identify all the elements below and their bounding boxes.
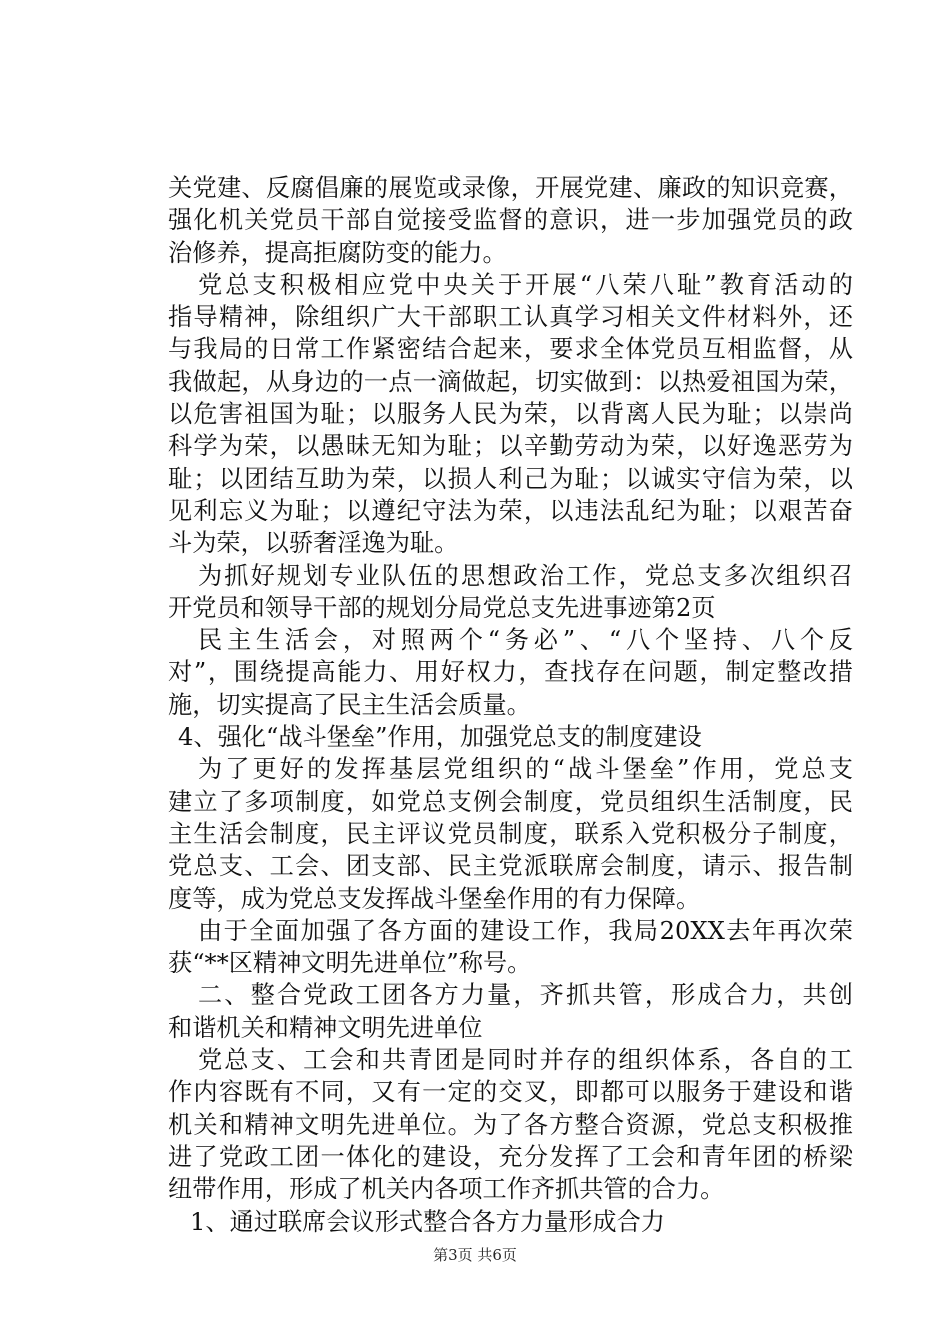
text-line: 纽带作用，形成了机关内各项工作齐抓共管的合力。	[168, 1175, 725, 1204]
text-line: 科学为荣，以愚昧无知为耻；以辛勤劳动为荣，以好逸恶劳为	[168, 432, 853, 461]
text-line: 我做起，从身边的一点一滴做起，切实做到：以热爱祖国为荣，	[168, 367, 853, 396]
text-line: 党总支积极相应党中央关于开展“八荣八耻”教育活动的	[198, 270, 853, 299]
text-line: 见利忘义为耻；以遵纪守法为荣，以违法乱纪为耻；以艰苦奋	[168, 496, 853, 525]
text-line: 度等，成为党总支发挥战斗堡垒作用的有力保障。	[168, 884, 701, 913]
text-line: 1、通过联席会议形式整合各方力量形成合力	[190, 1207, 665, 1236]
document-body	[168, 172, 853, 1238]
text-line: 由于全面加强了各方面的建设工作，我局20XX去年再次荣	[198, 916, 853, 945]
text-line: 党总支、工会、团支部、民主党派联席会制度，请示、报告制	[168, 852, 853, 881]
page-footer: 第3页 共6页	[433, 1246, 517, 1264]
text-line: 主生活会制度，民主评议党员制度，联系入党积极分子制度，	[168, 819, 853, 848]
text-line: 获“**区精神文明先进单位”称号。	[168, 949, 532, 978]
text-line: 4、强化“战斗堡垒”作用，加强党总支的制度建设	[178, 723, 702, 752]
text-line: 党总支、工会和共青团是同时并存的组织体系，各自的工	[198, 1046, 853, 1075]
text-line: 民主生活会，对照两个“务必”、“八个坚持、八个反	[198, 626, 853, 655]
text-line: 开党员和领导干部的规划分局党总支先进事迹第2页	[168, 593, 716, 622]
text-line: 关党建、反腐倡廉的展览或录像，开展党建、廉政的知识竞赛，	[168, 174, 853, 202]
text-line: 机关和精神文明先进单位。为了各方整合资源，党总支积极推	[168, 1110, 853, 1139]
text-line: 建立了多项制度，如党总支例会制度，党员组织生活制度，民	[168, 787, 853, 816]
text-line: 二、整合党政工团各方力量，齐抓共管，形成合力，共创	[198, 981, 853, 1010]
text-line: 为抓好规划专业队伍的思想政治工作，党总支多次组织召	[198, 561, 853, 590]
text-line: 作内容既有不同，又有一定的交叉，即都可以服务于建设和谐	[168, 1078, 853, 1107]
text-line: 对”，围绕提高能力、用好权力，查找存在问题，制定整改措	[168, 658, 853, 687]
text-line: 斗为荣，以骄奢淫逸为耻。	[168, 529, 459, 558]
text-line: 指导精神，除组织广大干部职工认真学习相关文件材料外，还	[168, 303, 853, 332]
text-line: 治修养，提高拒腐防变的能力。	[168, 238, 507, 267]
text-line: 进了党政工团一体化的建设，充分发挥了工会和青年团的桥梁	[168, 1142, 853, 1171]
text-line: 耻；以团结互助为荣，以损人利己为耻；以诚实守信为荣，以	[168, 464, 853, 493]
text-line: 为了更好的发挥基层党组织的“战斗堡垒”作用，党总支	[198, 755, 853, 784]
text-line: 强化机关党员干部自觉接受监督的意识，进一步加强党员的政	[168, 206, 853, 235]
text-line: 施，切实提高了民主生活会质量。	[168, 690, 531, 719]
text-line: 以危害祖国为耻；以服务人民为荣，以背离人民为耻；以崇尚	[168, 400, 853, 429]
text-line: 与我局的日常工作紧密结合起来，要求全体党员互相监督，从	[168, 335, 853, 364]
text-line: 和谐机关和精神文明先进单位	[168, 1013, 483, 1042]
